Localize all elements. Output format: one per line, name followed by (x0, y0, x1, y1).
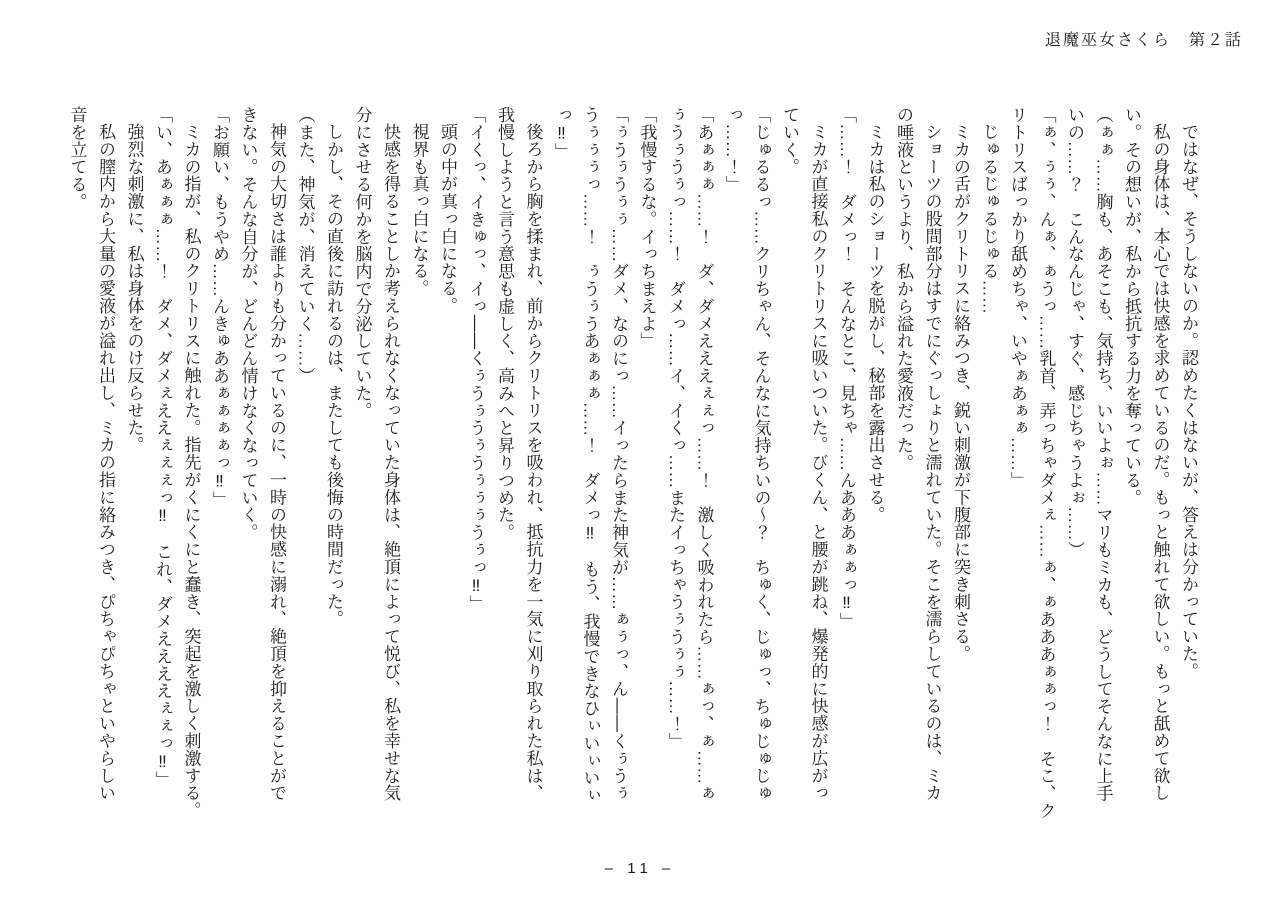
text-line: 音を立てる。 (67, 106, 87, 211)
text-line: ていく。 (780, 106, 799, 176)
text-line: 「ぁ、ぅぅ、んぁ、ぁうっ……乳首、弄っちゃダメぇ……ぁ、ぁあああぁぁっ！ そこ、ク (1036, 106, 1056, 820)
text-line: リトリスばっかり舐めちゃ、いやぁあぁぁ……」 (1008, 106, 1027, 489)
text-line: 「我慢するな。イっちまえよ」 (637, 106, 657, 350)
text-line: 「い、あぁぁぁ……！ ダメ、ダメぇええぇぇぇっ‼ これ、ダメええええぇぇっ‼」 (153, 106, 172, 789)
text-line: の唾液というより、私から溢れた愛液だった。 (894, 106, 913, 472)
page-number: – 11 – (604, 860, 676, 877)
text-line: 私の膣内から大量の愛液が溢れ出し、ミカの指に絡みつき、ぴちゃぴちゃといやらしい (96, 123, 115, 802)
text-line: 分にさせる何かを脳内で分泌していた。 (352, 106, 372, 420)
text-line: しかし、その直後に訪れるのは、またしても後悔の時間だった。 (324, 123, 343, 628)
text-line: 後ろから胸を揉まれ、前からクリトリスを吸われ、抵抗力を一気に刈り取られた私は、 (523, 123, 543, 802)
text-line: 視界も真っ白になる。 (409, 123, 429, 297)
text-line: 快感を得ることしか考えられなくなっていた身体は、絶頂によって悦び、私を幸せな気 (381, 123, 400, 802)
text-line: 神気の大切さは誰よりも分かっているのに、一時の快感に溺れ、絶頂を抑えることがで (267, 123, 286, 802)
text-line: 強烈な刺激に、私は身体をのけ反らせた。 (124, 123, 144, 454)
text-line: きない。そんな自分が、どんどん情けなくなっていく。 (238, 106, 258, 541)
text-line: っ……！」 (723, 106, 742, 193)
text-line: い。その想いが、私から抵抗する力を奪っている。 (1122, 106, 1141, 507)
text-line: 我慢しようと言う意思も虚しく、高みへと昇りつめた。 (495, 106, 514, 541)
text-line: 「ぅうぅうぅぅ……ダメ、なのにっ……イったらまた神気が……ぁぅっ、ん——くぅうぅ (609, 106, 628, 802)
text-line: ぅうぅうぅっ……！ ダメっ……イ、イくっ……またイっちゃうぅうぅぅ……！」 (666, 106, 685, 750)
text-line: ではなぜ、そうしないのか。認めたくはないが、答えは分かっていた。 (1179, 123, 1198, 680)
text-line: 「あぁぁぁ……！ ダ、ダメえええぇぇっ……！ 激しく吸われたら……ぁっ、ぁ……ぁ (694, 106, 714, 802)
text-line: じゅるじゅるじゅる…… (979, 123, 999, 315)
text-line: 「イくっ、イきゅっ、イっ——くぅうぅうぅうぅぅぅうぅっ‼」 (466, 106, 486, 613)
text-line: 私の身体は、本心では快感を求めているのだ。もっと触れて欲しい。もっと舐めて欲し (1150, 123, 1170, 802)
text-line: っ‼」 (552, 106, 571, 161)
page-body (62, 106, 1202, 830)
text-line: ミカは私のショーツを脱がし、秘部を露出させる。 (865, 123, 885, 524)
text-line: ミカが直接私のクリトリスに吸いついた。びくん、と腰が跳ね、爆発的に快感が広がっ (808, 123, 828, 802)
page-header-title: 退魔巫女さくら 第２話 (1044, 32, 1243, 49)
text-line: いの……？ こんなんじゃ、すぐ、感じちゃうよぉ……） (1065, 106, 1084, 559)
text-line: 「お願い、もうやめ……んきゅああぁぁぁぁっ‼」 (210, 106, 229, 509)
text-line: 頭の中が真っ白になる。 (438, 123, 457, 315)
text-line: うぅぅぅっ……！ ぅうぅうあぁぁぁ……！ ダメっ‼ もう、我慢できなひぃいぃいぃ (580, 106, 600, 804)
text-line: 「……！ ダメっ！ そんなとこ、見ちゃ……んあああぁぁっ‼」 (837, 106, 856, 630)
text-line: 「じゅるるっ……クリちゃん、そんなに気持ちいの～？ ちゅく、じゅっ、ちゅじゅじゅ (751, 106, 771, 802)
text-line: ミカの舌がクリトリスに絡みつき、鋭い刺激が下腹部に突き刺さる。 (951, 123, 970, 663)
text-line: ミカの指が、私のクリトリスに触れた。指先がくにくにと蠢き、突起を激しく刺激する。 (181, 123, 201, 819)
text-line: （ぁぁ……胸も、あそこも、気持ち、いいよぉ……マリもミカも、どうしてそんなに上手 (1093, 106, 1113, 802)
text-line: （また、神気が、消えていく……） (295, 106, 315, 385)
text-line: ショーツの股間部分はすでにぐっしょりと濡れていた。そこを濡らしているのは、ミカ (922, 123, 942, 802)
